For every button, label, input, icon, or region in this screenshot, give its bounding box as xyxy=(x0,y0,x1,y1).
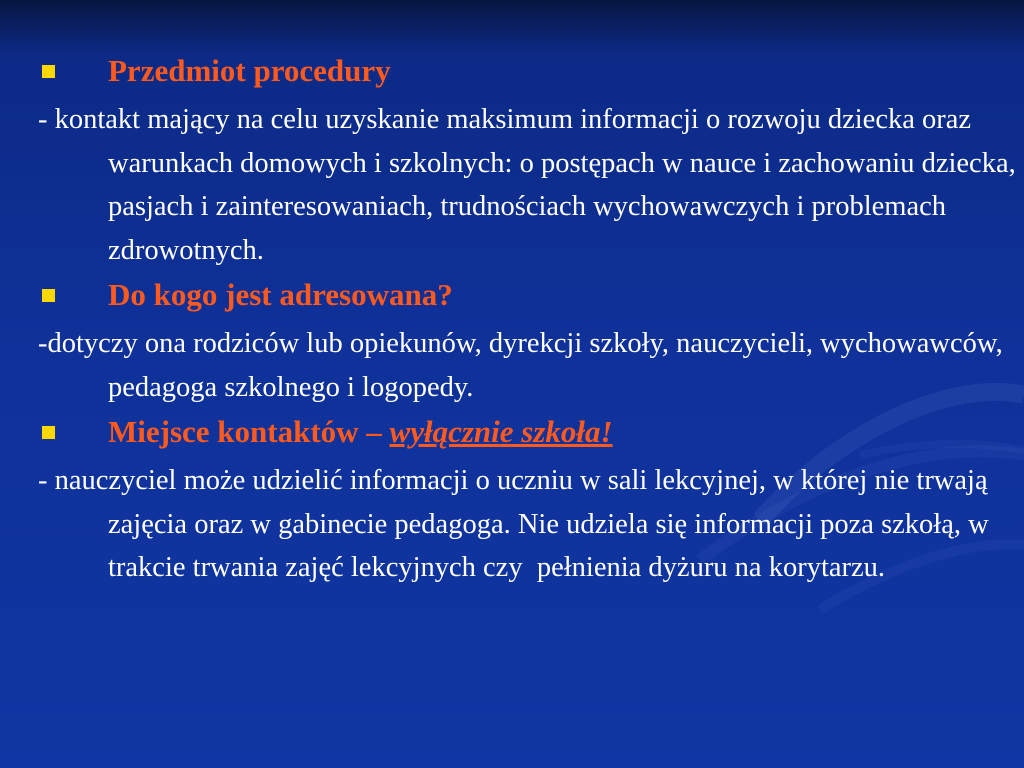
section-heading-miejsce xyxy=(0,411,1024,453)
section-body-miejsce: - nauczyciel może udzielić informacji o uczniu w sali lekcyjnej, w której nie trwają zajęcia oraz w gabinecie pedagoga. Nie udziela się informacji poza szkołą, w trakcie trwania zajęć lekcyjnych czy pełnienia dyżuru na korytarzu. xyxy=(38,465,989,583)
section-heading-text: Do kogo jest adresowana? xyxy=(108,277,453,312)
section-heading-przedmiot xyxy=(0,50,1024,92)
slide-content xyxy=(0,50,1024,590)
square-bullet-icon xyxy=(42,289,55,302)
square-bullet-icon xyxy=(42,65,55,78)
section-heading-adresaci xyxy=(0,274,1024,316)
square-bullet-icon xyxy=(42,426,55,439)
section-body-adresaci: -dotyczy ona rodziców lub opiekunów, dyrekcji szkoły, nauczycieli, wychowawców, pedagoga szkolnego i logopedy. xyxy=(38,328,1003,403)
section-heading-text: Miejsce kontaktów – xyxy=(108,414,390,449)
section-heading-emphasis: wyłącznie szkoła! xyxy=(389,414,613,449)
section-body-przedmiot: - kontakt mający na celu uzyskanie maksimum informacji o rozwoju dziecka oraz warunkach domowych i szkolnych: o postępach w nauce i zachowaniu dziecka, pasjach i zainteresowaniach, trudnościach wychowawczych i problemach zdrowotnych. xyxy=(38,104,1016,266)
section-heading-text: Przedmiot procedury xyxy=(108,53,391,88)
